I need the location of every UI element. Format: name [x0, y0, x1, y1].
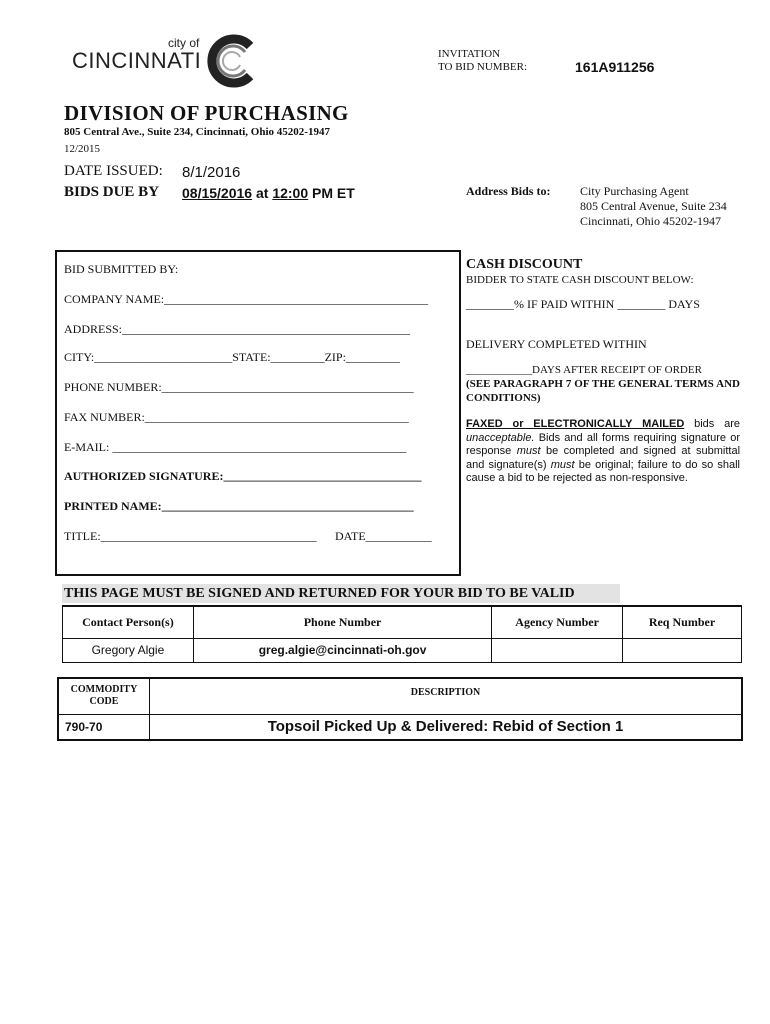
address-bids-line-1: City Purchasing Agent: [580, 184, 689, 198]
date-issued-value: 8/1/2016: [182, 164, 241, 181]
revision-date: 12/2015: [64, 143, 101, 155]
cash-discount-sub: BIDDER TO STATE CASH DISCOUNT BELOW:: [466, 274, 694, 286]
date-issued-label: DATE ISSUED:: [64, 163, 163, 179]
must-emphasis-2: must: [550, 458, 575, 471]
agency-number-cell: [492, 638, 623, 662]
invitation-line-1: INVITATION: [438, 48, 501, 60]
commodity-code-cell: 790-70: [58, 714, 150, 740]
contact-person-cell: Gregory Algie: [63, 638, 194, 662]
col-agency-number: Agency Number: [492, 606, 623, 638]
due-at: at: [255, 185, 269, 201]
address-bids-line-3: Cincinnati, Ohio 45202-1947: [580, 214, 721, 228]
commodity-table: [57, 677, 743, 741]
contact-table-row: [63, 638, 742, 662]
col-phone-number: Phone Number: [193, 606, 491, 638]
email-field[interactable]: E-MAIL: _________________________________________________: [64, 440, 407, 454]
delivery-completed-label: DELIVERY COMPLETED WITHIN: [466, 337, 647, 351]
description-header: DESCRIPTION: [150, 678, 743, 714]
cash-discount-terms-field[interactable]: ________% IF PAID WITHIN ________ DAYS: [466, 297, 700, 311]
cincinnati-c-logo-icon: [204, 32, 262, 90]
col-contact-person: Contact Person(s): [63, 606, 194, 638]
description-cell: Topsoil Picked Up & Delivered: Rebid of Section 1: [150, 714, 743, 740]
notice-part-1: bids are: [684, 418, 740, 430]
commodity-row: [58, 714, 742, 740]
division-title: DIVISION OF PURCHASING: [64, 101, 349, 125]
division-address: 805 Central Ave., Suite 234, Cincinnati, Ohio 45202-1947: [64, 126, 330, 138]
city-logo: [72, 36, 262, 86]
submission-notice: [466, 418, 740, 486]
bids-due-value: [182, 185, 355, 201]
title-field[interactable]: TITLE:____________________________________: [64, 529, 317, 543]
faxed-emphasis: FAXED or ELECTRONICALLY MAILED: [466, 418, 685, 430]
unacceptable-emphasis: unacceptable.: [466, 431, 535, 444]
logo-city-of: city of: [168, 36, 200, 50]
contact-email-cell: greg.algie@cincinnati-oh.gov: [193, 638, 491, 662]
notice-part-3: be completed and signed at submittal and signature(s): [466, 445, 741, 471]
bid-number: 161A911256: [575, 59, 655, 75]
contact-table: [62, 605, 742, 663]
address-bids-label: Address Bids to:: [466, 184, 551, 198]
authorized-signature-field[interactable]: AUTHORIZED SIGNATURE:_________________________________: [64, 469, 422, 483]
invitation-line-2: TO BID NUMBER:: [438, 61, 528, 73]
company-name-field[interactable]: COMPANY NAME:____________________________________________: [64, 292, 429, 306]
due-suffix: PM ET: [312, 185, 355, 201]
commodity-header-row: [58, 678, 742, 714]
delivery-days-field[interactable]: ____________DAYS AFTER RECEIPT OF ORDER: [466, 364, 702, 376]
must-emphasis-1: must: [516, 445, 541, 457]
contact-table-header-row: [63, 606, 742, 638]
city-state-zip-field[interactable]: CITY:_______________________STATE:_________ZIP:_________: [64, 350, 400, 364]
address-bids-block: [580, 184, 727, 229]
cash-discount-heading: CASH DISCOUNT: [466, 257, 583, 272]
address-bids-line-2: 805 Central Avenue, Suite 234: [580, 199, 727, 213]
invitation-label: [438, 48, 527, 74]
signature-required-banner: THIS PAGE MUST BE SIGNED AND RETURNED FOR YOUR BID TO BE VALID: [64, 586, 575, 601]
address-field[interactable]: ADDRESS:________________________________________________: [64, 322, 411, 336]
logo-name: CINCINNATI: [72, 48, 202, 73]
phone-number-field[interactable]: PHONE NUMBER:__________________________________________: [64, 380, 414, 394]
date-field[interactable]: DATE___________: [335, 529, 432, 543]
due-date: 08/15/2016: [182, 185, 253, 201]
notice-part-4: be original; failure to do so shall cause a bid to be rejected as non-responsive.: [466, 458, 740, 484]
notice-part-2: Bids and all forms requiring signature or response: [466, 431, 740, 457]
bids-due-label: BIDS DUE BY: [64, 184, 160, 200]
commodity-code-header: COMMODITY CODE: [58, 678, 150, 714]
col-req-number: Req Number: [622, 606, 741, 638]
due-time: 12:00: [272, 185, 309, 201]
fax-number-field[interactable]: FAX NUMBER:____________________________________________: [64, 410, 409, 424]
printed-name-field[interactable]: PRINTED NAME:__________________________________________: [64, 499, 414, 513]
req-number-cell: [622, 638, 741, 662]
see-paragraph-note: (SEE PARAGRAPH 7 OF THE GENERAL TERMS AND CONDITIONS): [466, 378, 740, 404]
bid-submitted-by-label: BID SUBMITTED BY:: [64, 262, 179, 276]
